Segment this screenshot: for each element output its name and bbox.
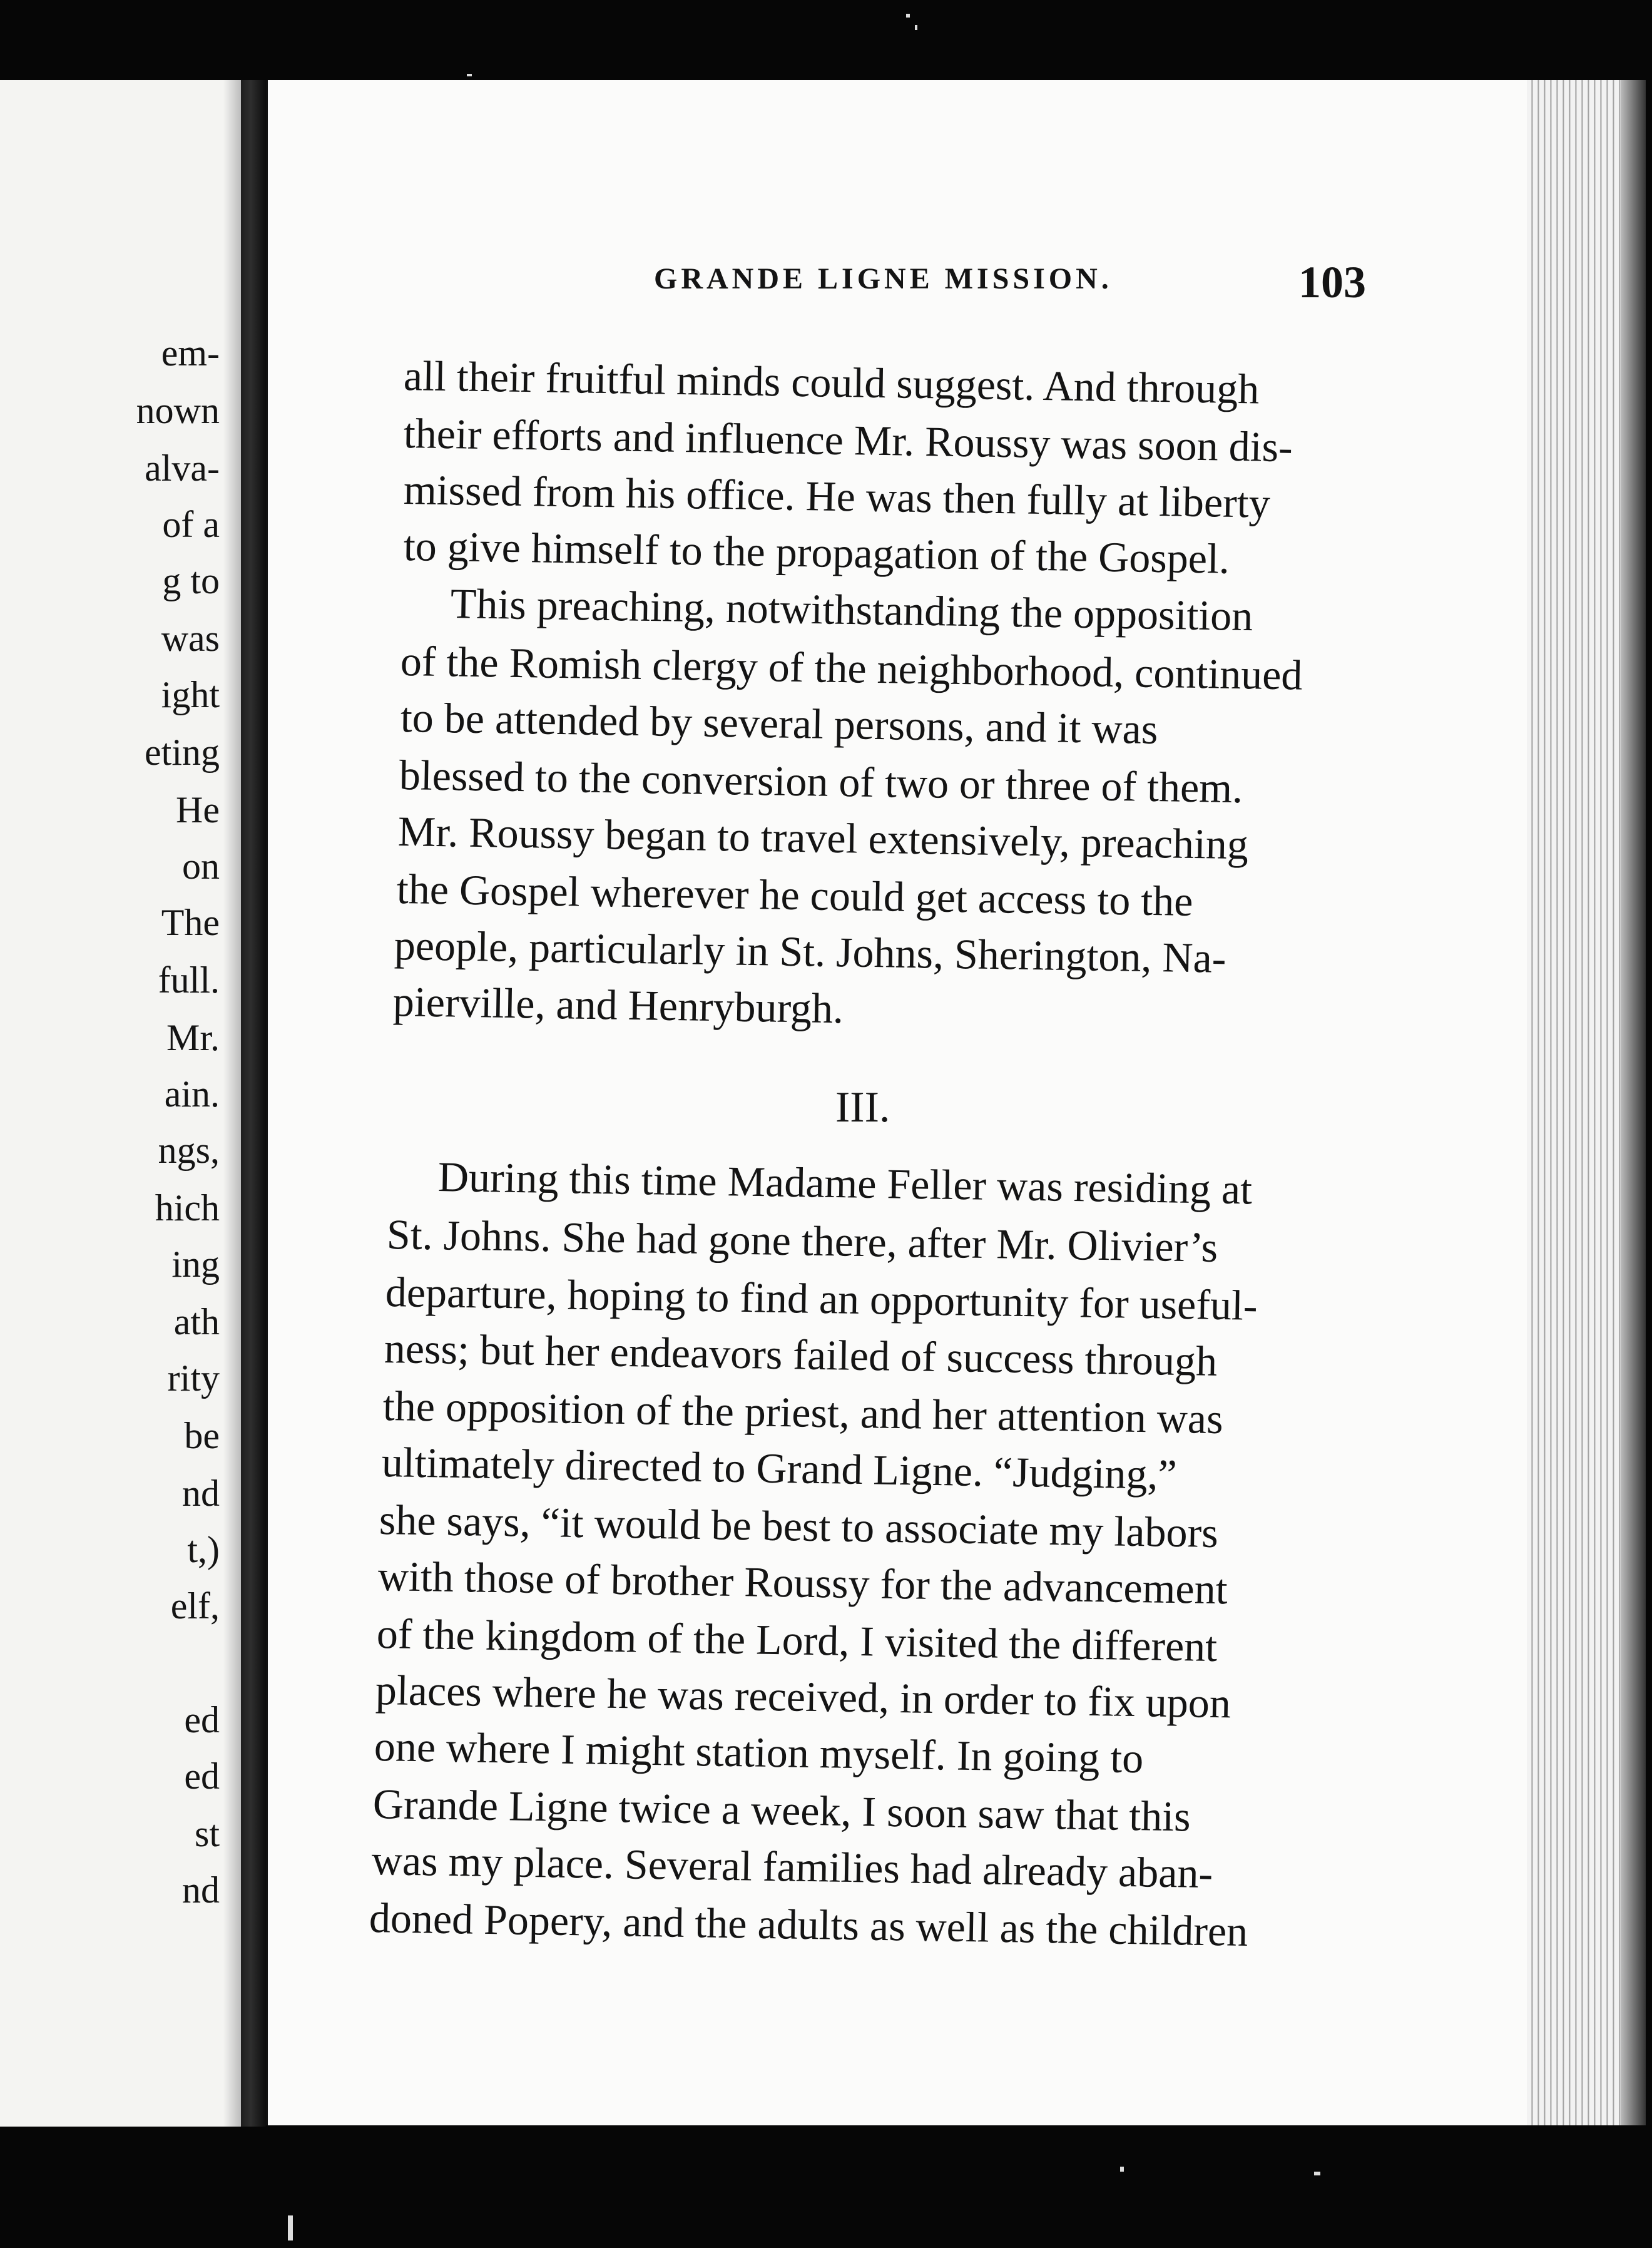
body-text-line: to be attended by several persons, and it was	[400, 693, 1158, 754]
left-page-line: ight	[161, 674, 220, 715]
body-text-line: pierville, and Henryburgh.	[392, 978, 844, 1033]
body-text-line: places where he was received, in order to fix upon	[375, 1666, 1231, 1727]
body-text-line: the opposition of the priest, and her attention was	[382, 1382, 1224, 1443]
left-page-line: hich	[155, 1187, 220, 1229]
body-text-line: to give himself to the propagation of the Gospel.	[403, 522, 1230, 583]
scan-speck	[906, 14, 910, 18]
body-text-line: she says, “it would be best to associate my labors	[379, 1496, 1219, 1557]
body-text-line: all their fruitful minds could suggest. And through	[403, 352, 1260, 413]
left-page-line: nown	[136, 390, 220, 431]
body-text-line: was my place. Several families had already aban-	[371, 1836, 1213, 1898]
left-page-line: em-	[161, 332, 220, 374]
cover-edge-shadow	[1621, 80, 1646, 2125]
scan-speck	[1120, 2167, 1124, 2172]
body-text-line: This preaching, notwithstanding the opposition	[450, 580, 1253, 640]
body-text-line: ultimately directed to Grand Ligne. “Judging,”	[381, 1438, 1178, 1498]
body-text-line: doned Popery, and the adults as well as the children	[369, 1894, 1248, 1956]
body-text-line: their efforts and influence Mr. Roussy was soon dis-	[403, 409, 1293, 471]
body-text-line: missed from his office. He was then fully at liberty	[403, 466, 1271, 527]
left-page-line: elf,	[170, 1585, 220, 1627]
body-text-line: During this time Madame Feller was residing at	[437, 1153, 1253, 1213]
left-page-line: be	[184, 1415, 220, 1456]
left-page-line: nd	[182, 1869, 220, 1911]
left-page-line: ngs,	[158, 1130, 220, 1171]
book-gutter	[241, 80, 266, 2127]
left-page-line: Mr.	[166, 1017, 220, 1058]
body-text-line: ness; but her endeavors failed of success through	[384, 1324, 1218, 1385]
scan-speck	[915, 25, 917, 30]
left-page-line: ed	[184, 1699, 220, 1740]
page-block-edges	[1527, 80, 1646, 2125]
body-text-line: the Gospel wherever he could get access to the	[396, 865, 1194, 925]
left-page-line: ing	[171, 1244, 220, 1285]
facing-page-left	[0, 80, 245, 2127]
left-page-line: full.	[158, 959, 220, 1001]
left-page-line: st	[194, 1813, 220, 1854]
left-page-line: He	[176, 789, 220, 830]
body-text-line: of the Romish clergy of the neighborhood, continued	[400, 637, 1303, 699]
left-page-line: ain.	[164, 1073, 220, 1115]
left-page-line: on	[182, 846, 220, 887]
body-text-line: people, particularly in St. Johns, Sherington, Na-	[394, 921, 1226, 982]
left-page-line: of a	[162, 504, 220, 545]
page-number: 103	[1298, 257, 1366, 307]
left-page-line: ath	[173, 1301, 220, 1342]
left-page-line: g to	[162, 560, 220, 601]
left-page-line: rity	[167, 1357, 220, 1399]
body-text-line: one where I might station myself. In going to	[374, 1722, 1144, 1782]
scan-speck	[288, 2215, 293, 2240]
scan-speck	[467, 74, 472, 76]
left-page-line: The	[161, 902, 220, 943]
body-text-line: of the kingdom of the Lord, I visited the different	[376, 1610, 1218, 1671]
body-text-line: Mr. Roussy began to travel extensively, preaching	[397, 807, 1249, 869]
body-text-line: with those of brother Roussy for the advancement	[377, 1552, 1228, 1613]
section-number: III.	[835, 1083, 890, 1132]
body-text-line: Grande Ligne twice a week, I soon saw that this	[372, 1780, 1191, 1841]
body-text-line: departure, hoping to find an opportunity for useful-	[385, 1268, 1258, 1329]
page-curl-shadow	[223, 80, 241, 2127]
body-text-line: blessed to the conversion of two or three of them.	[399, 751, 1243, 812]
left-page-line: t,)	[187, 1529, 220, 1570]
body-text-line: St. Johns. She had gone there, after Mr. Olivier’s	[386, 1210, 1218, 1271]
left-page-line: was	[161, 618, 220, 659]
running-head: GRANDE LIGNE MISSION.	[654, 262, 1113, 295]
left-page-line: alva-	[145, 447, 220, 489]
left-page-line: ed	[184, 1755, 220, 1797]
left-page-line: eting	[145, 732, 220, 773]
left-page-line: nd	[182, 1473, 220, 1514]
scan-speck	[1314, 2172, 1320, 2175]
